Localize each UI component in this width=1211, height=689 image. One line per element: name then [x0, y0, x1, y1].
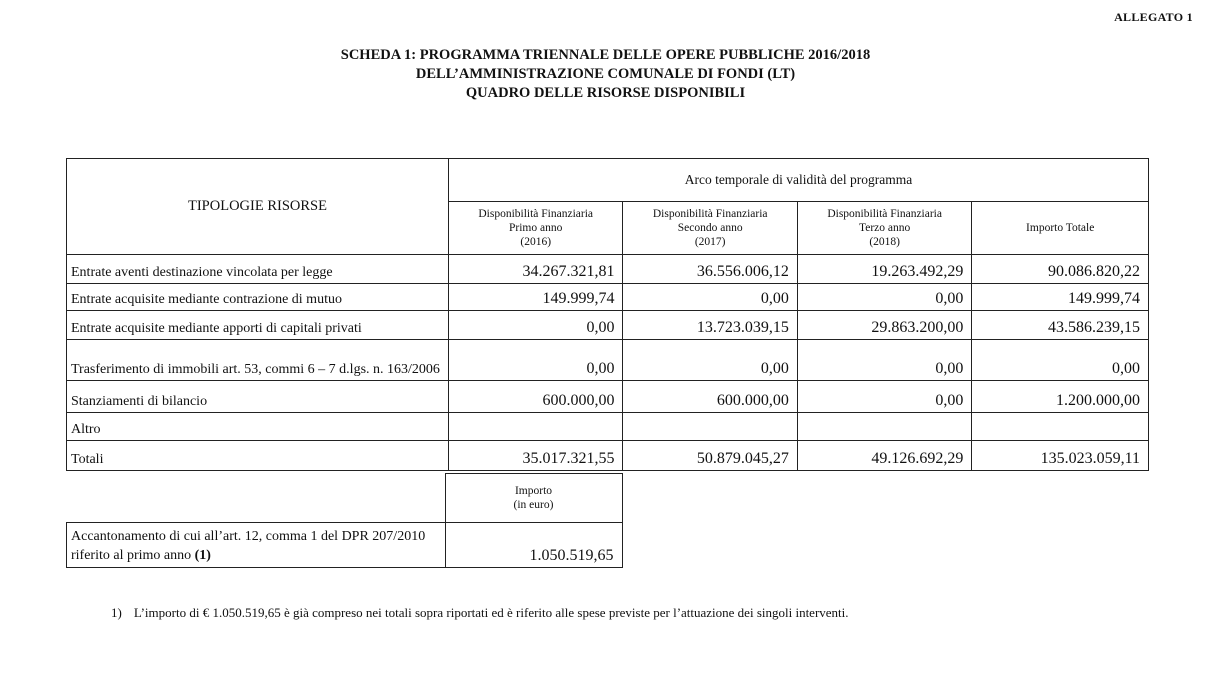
- cell-value: 0,00: [797, 284, 971, 311]
- title-line-1: SCHEDA 1: PROGRAMMA TRIENNALE DELLE OPERE PUBBLICHE 2016/2018: [340, 47, 871, 63]
- cell-value: 600.000,00: [448, 381, 622, 413]
- cell-value: 0,00: [623, 340, 797, 381]
- cell-value: 13.723.039,15: [623, 311, 797, 340]
- column-header-line: Disponibilità Finanziaria: [827, 208, 942, 220]
- column-header-secondo-anno: [623, 202, 797, 255]
- cell-value: 43.586.239,15: [972, 311, 1149, 340]
- accantonamento-value: 1.050.519,65: [445, 523, 622, 568]
- cell-value: 90.086.820,22: [972, 255, 1149, 284]
- row-label: Entrate acquisite mediante apporti di capitali privati: [67, 311, 449, 340]
- empty-cell: [67, 474, 446, 523]
- footnote-text: L’importo di € 1.050.519,65 è già compreso nei totali sopra riportati ed è riferito alle spese previste per l’attuazione dei singoli interventi.: [133, 605, 849, 620]
- title-line-3: QUADRO DELLE RISORSE DISPONIBILI: [465, 85, 746, 101]
- cell-value: 29.863.200,00: [797, 311, 971, 340]
- row-label: Entrate aventi destinazione vincolata per legge: [67, 255, 449, 284]
- importo-header: [445, 474, 622, 523]
- cell-value: 0,00: [448, 311, 622, 340]
- accantonamento-label: [67, 523, 446, 568]
- cell-value: [797, 413, 971, 441]
- document-title: [0, 46, 1211, 103]
- table-row: [67, 311, 1149, 340]
- cell-value: 50.879.045,27: [623, 441, 797, 471]
- column-header-importo-totale: [972, 202, 1149, 255]
- cell-value: 600.000,00: [623, 381, 797, 413]
- row-label: Stanziamenti di bilancio: [67, 381, 449, 413]
- cell-value: 0,00: [448, 340, 622, 381]
- column-header-line: (2017): [694, 236, 726, 248]
- column-header-line: Disponibilità Finanziaria: [652, 208, 768, 220]
- row-label: Trasferimento di immobili art. 53, commi 6 – 7 d.lgs. n. 163/2006: [67, 340, 449, 381]
- cell-value: 35.017.321,55: [448, 441, 622, 471]
- resources-table: [66, 158, 1149, 471]
- column-header-line: Terzo anno: [859, 222, 911, 234]
- cell-value: 34.267.321,81: [448, 255, 622, 284]
- cell-value: [623, 413, 797, 441]
- column-header-line: (2018): [869, 236, 900, 248]
- allegato-label: ALLEGATO 1: [1114, 10, 1193, 24]
- accantonamento-text: Accantonamento di cui all’art. 12, comma 1 del DPR 207/2010 riferito al primo anno: [71, 529, 426, 563]
- row-label: Altro: [67, 413, 449, 441]
- cell-value: 0,00: [797, 340, 971, 381]
- importo-header-line: Importo: [514, 485, 553, 497]
- table-row: [67, 340, 1149, 381]
- table-row: [67, 381, 1149, 413]
- column-header-line: (2016): [520, 236, 552, 248]
- cell-value: 149.999,74: [448, 284, 622, 311]
- table-row: [67, 413, 1149, 441]
- title-line-2: DELL’AMMINISTRAZIONE COMUNALE DI FONDI (LT): [415, 66, 796, 82]
- column-header-primo-anno: [448, 202, 622, 255]
- cell-value: 0,00: [797, 381, 971, 413]
- column-header-line: Importo Totale: [1026, 222, 1095, 234]
- table-row: [67, 255, 1149, 284]
- accantonamento-ref: (1): [194, 548, 211, 563]
- table-row-totals: [67, 441, 1149, 471]
- cell-value: 135.023.059,11: [972, 441, 1149, 471]
- column-header-line: Disponibilità Finanziaria: [478, 208, 594, 220]
- cell-value: [448, 413, 622, 441]
- cell-value: 19.263.492,29: [797, 255, 971, 284]
- cell-value: 49.126.692,29: [797, 441, 971, 471]
- column-header-terzo-anno: [797, 202, 971, 255]
- footnote-number: 1): [111, 605, 122, 620]
- column-header-line: Primo anno: [509, 222, 563, 234]
- cell-value: 0,00: [972, 340, 1149, 381]
- table-row: [67, 284, 1149, 311]
- row-label: Entrate acquisite mediante contrazione di mutuo: [67, 284, 449, 311]
- cell-value: 1.200.000,00: [972, 381, 1149, 413]
- cell-value: 149.999,74: [972, 284, 1149, 311]
- tipologie-header: TIPOLOGIE RISORSE: [67, 159, 449, 255]
- importo-header-line: (in euro): [513, 499, 554, 511]
- footnote: [111, 605, 849, 621]
- cell-value: 36.556.006,12: [623, 255, 797, 284]
- cell-value: 0,00: [623, 284, 797, 311]
- arco-temporale-header: Arco temporale di validità del programma: [448, 159, 1148, 202]
- column-header-line: Secondo anno: [677, 222, 743, 234]
- row-label: Totali: [67, 441, 449, 471]
- accantonamento-table: [66, 473, 623, 568]
- cell-value: [972, 413, 1149, 441]
